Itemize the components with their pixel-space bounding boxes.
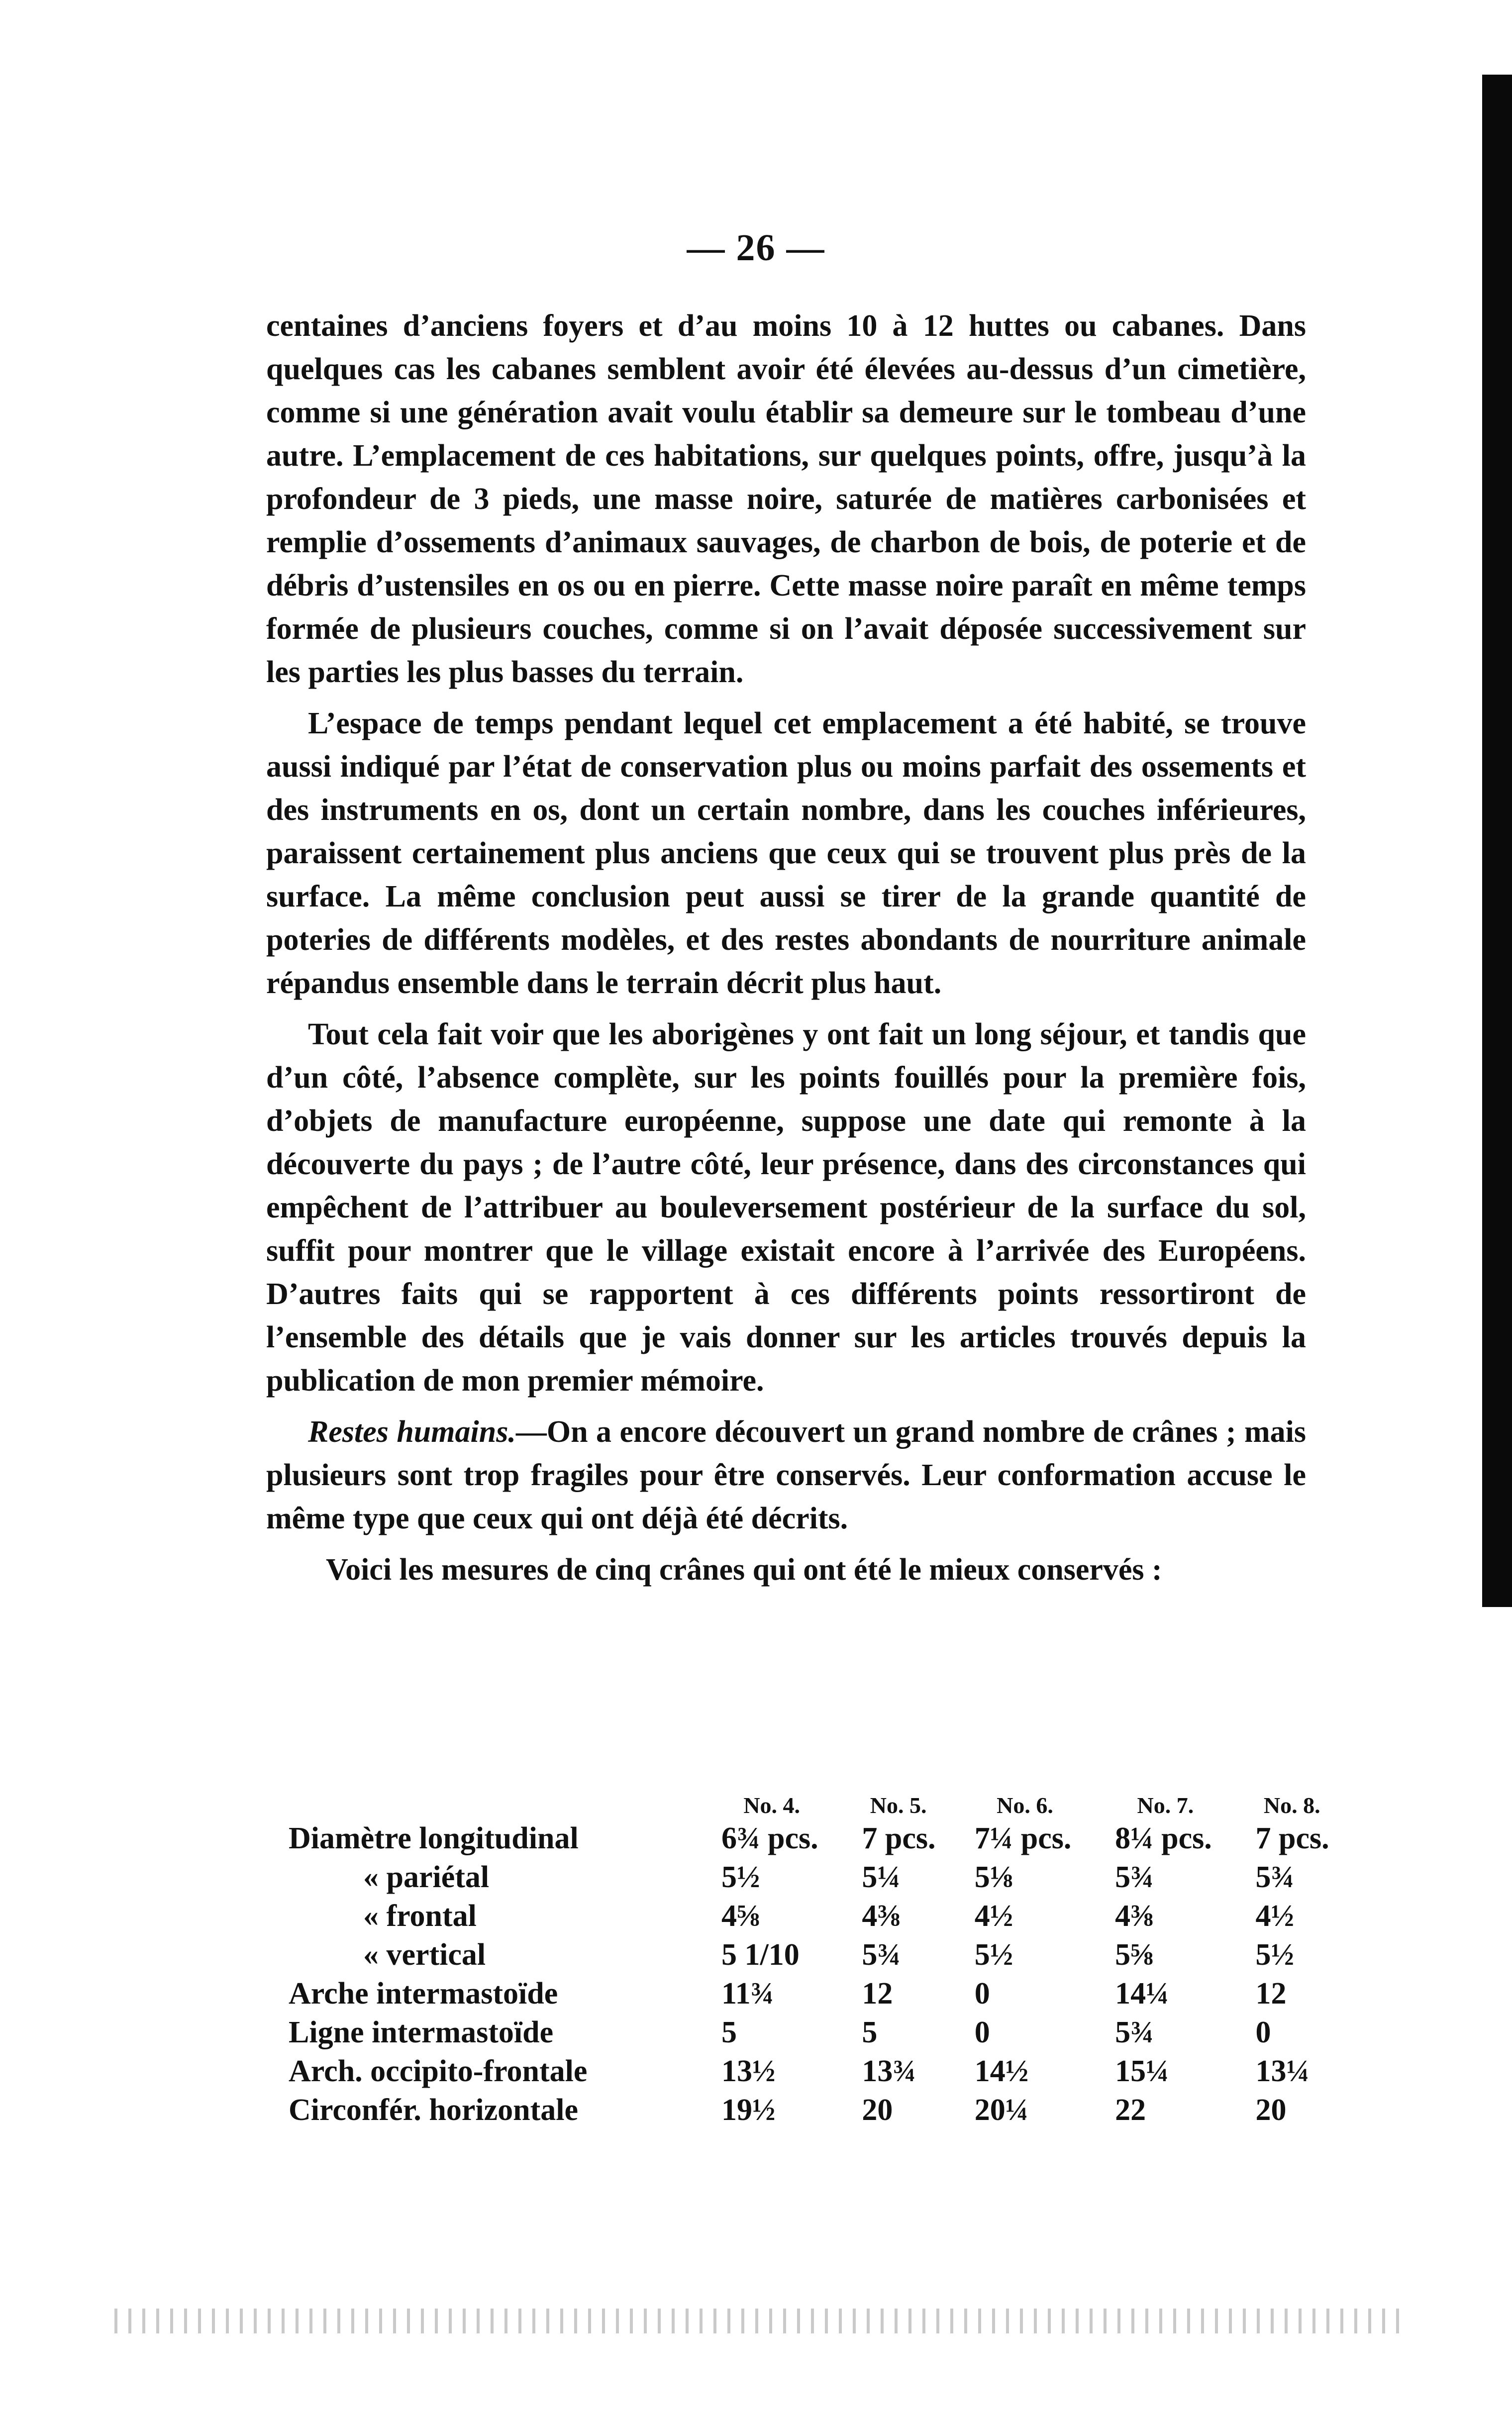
table-row xyxy=(289,1974,1348,2013)
cell-value: 8¼ pcs. xyxy=(1115,1821,1212,1855)
cell-value: 4½ xyxy=(1255,1899,1295,1933)
cell-value: 7¼ pcs. xyxy=(974,1821,1072,1855)
row-label: Ligne intermastoïde xyxy=(289,2015,554,2049)
table-row xyxy=(289,1897,1348,1935)
cell-value: 5 xyxy=(721,2015,737,2049)
cell-value: 7 pcs. xyxy=(1255,1821,1329,1855)
cell-value: 14¼ xyxy=(1115,1976,1169,2011)
cell-value: 13¼ xyxy=(1255,2054,1310,2088)
header-no4: No. 4. xyxy=(743,1792,801,1818)
page-number: — 26 — xyxy=(687,227,825,269)
row-label: « vertical xyxy=(363,1937,486,1972)
table-row xyxy=(289,2091,1348,2129)
header-no7: No. 7. xyxy=(1137,1792,1194,1818)
cell-value: 6¾ pcs. xyxy=(721,1821,818,1855)
table-row xyxy=(289,2052,1348,2091)
cell-value: 4⅜ xyxy=(862,1899,901,1933)
table-row xyxy=(289,1858,1348,1897)
paragraph-3: Tout cela fait voir que les aborigènes y ont fait un long séjour, et tandis que d’un côté, l’absence complète, sur les points fouillés pour la première fois, d’objets de manufacture européenne, suppose une date qui remonte à la découverte du pays ; de l’autre côté, leur présence, dans des circonstances qui empêchent de l’attribuer au bouleversement postérieur de la surface du sol, suffit pour montrer que le village existait encore à l’arrivée des Européens. D’autres faits qui se rapportent à ces différents points ressortiront de l’ensemble des détails que je vais donner sur les articles trouvés depuis la publication de mon premier mémoire. xyxy=(266,1017,1306,1398)
cell-value: 13¾ xyxy=(862,2054,916,2088)
cell-value: 5 xyxy=(862,2015,878,2049)
header-no5: No. 5. xyxy=(870,1792,927,1818)
cell-value: 12 xyxy=(862,1976,893,2011)
cell-value: 20 xyxy=(862,2093,893,2127)
table-row xyxy=(289,1819,1348,1858)
cell-value: 5¾ xyxy=(1115,2015,1154,2049)
cell-value: 14½ xyxy=(974,2054,1029,2088)
cell-value: 13½ xyxy=(721,2054,776,2088)
paragraph-2: L’espace de temps pendant lequel cet emplacement a été habité, se trouve aussi indiqué par l’état de conservation plus ou moins parfait des ossements et des instruments en os, dont un certain nombre, dans les couches inférieures, paraissent certainement plus anciens que ceux qui se trouvent plus près de la surface. La même conclusion peut aussi se tirer de la grande quantité de poteries de différents modèles, et des restes abondants de nourriture animale répandus ensemble dans le terrain décrit plus haut. xyxy=(266,706,1306,1000)
cell-value: 5¼ xyxy=(862,1860,901,1894)
section-paragraph xyxy=(266,1410,1306,1540)
cell-value: 0 xyxy=(1255,2015,1271,2049)
header-no6: No. 6. xyxy=(997,1792,1053,1818)
skull-measures-table xyxy=(289,1791,1348,2129)
body-text xyxy=(266,304,1306,1600)
header-no8: No. 8. xyxy=(1263,1792,1320,1818)
table-row xyxy=(289,2013,1348,2052)
paragraph-1: centaines d’anciens foyers et d’au moins 10 à 12 huttes ou cabanes. Dans quelques cas les cabanes semblent avoir été élevées au-dessus d’un cimetière, comme si une génération avait voulu établir sa demeure sur le tombeau d’une autre. L’emplacement de ces habitations, sur quelques points, offre, jusqu’à la profondeur de 3 pieds, une masse noire, saturée de matières carbonisées et remplie d’ossements d’animaux sauvages, de charbon de bois, de poterie et de débris d’ustensiles en os ou en pierre. Cette masse noire paraît en même temps formée de plusieurs couches, comme si on l’avait déposée successivement sur les parties les plus basses du terrain. xyxy=(266,309,1306,689)
page-edge-shadow xyxy=(1482,75,1512,1607)
cell-value: 4⅝ xyxy=(721,1899,760,1933)
table-intro: Voici les mesures de cinq crânes qui ont été le mieux conservés : xyxy=(326,1553,1162,1587)
cell-value: 7 pcs. xyxy=(862,1821,936,1855)
cell-value: 5¾ xyxy=(1115,1860,1154,1894)
row-label: Arche intermastoïde xyxy=(289,1976,558,2011)
cell-value: 22 xyxy=(1115,2093,1146,2127)
section-title: Restes humains. xyxy=(308,1415,516,1449)
cell-value: 5⅛ xyxy=(974,1860,1013,1894)
cell-value: 20¼ xyxy=(974,2093,1029,2127)
section-text: —On a encore découvert un grand nombre de crânes ; mais plusieurs sont trop fragiles pour être conservés. Leur conformation accuse le même type que ceux qui ont déjà été décrits. xyxy=(266,1415,1306,1535)
table-header-row xyxy=(289,1791,1348,1819)
cell-value: 19½ xyxy=(721,2093,776,2127)
cell-value: 5½ xyxy=(1255,1937,1295,1972)
cell-value: 5⅝ xyxy=(1115,1937,1154,1972)
cell-value: 11¾ xyxy=(721,1976,774,2011)
header-blank xyxy=(289,1791,702,1819)
row-label: « pariétal xyxy=(363,1860,490,1894)
cell-value: 5 1/10 xyxy=(721,1937,800,1972)
table-row xyxy=(289,1935,1348,1974)
cell-value: 5½ xyxy=(974,1937,1013,1972)
cell-value: 5½ xyxy=(721,1860,760,1894)
row-label: « frontal xyxy=(363,1899,477,1933)
cell-value: 0 xyxy=(974,1976,990,2011)
cell-value: 5¾ xyxy=(862,1937,901,1972)
cell-value: 12 xyxy=(1255,1976,1287,2011)
cell-value: 20 xyxy=(1255,2093,1287,2127)
cell-value: 0 xyxy=(974,2015,990,2049)
cell-value: 4½ xyxy=(974,1899,1013,1933)
row-label: Arch. occipito-frontale xyxy=(289,2054,588,2088)
cell-value: 4⅜ xyxy=(1115,1899,1154,1933)
row-label: Diamètre longitudinal xyxy=(289,1821,579,1855)
cell-value: 5¾ xyxy=(1255,1860,1295,1894)
row-label: Circonfér. horizontale xyxy=(289,2093,579,2127)
scan-smudge xyxy=(114,2309,1408,2333)
cell-value: 15¼ xyxy=(1115,2054,1169,2088)
